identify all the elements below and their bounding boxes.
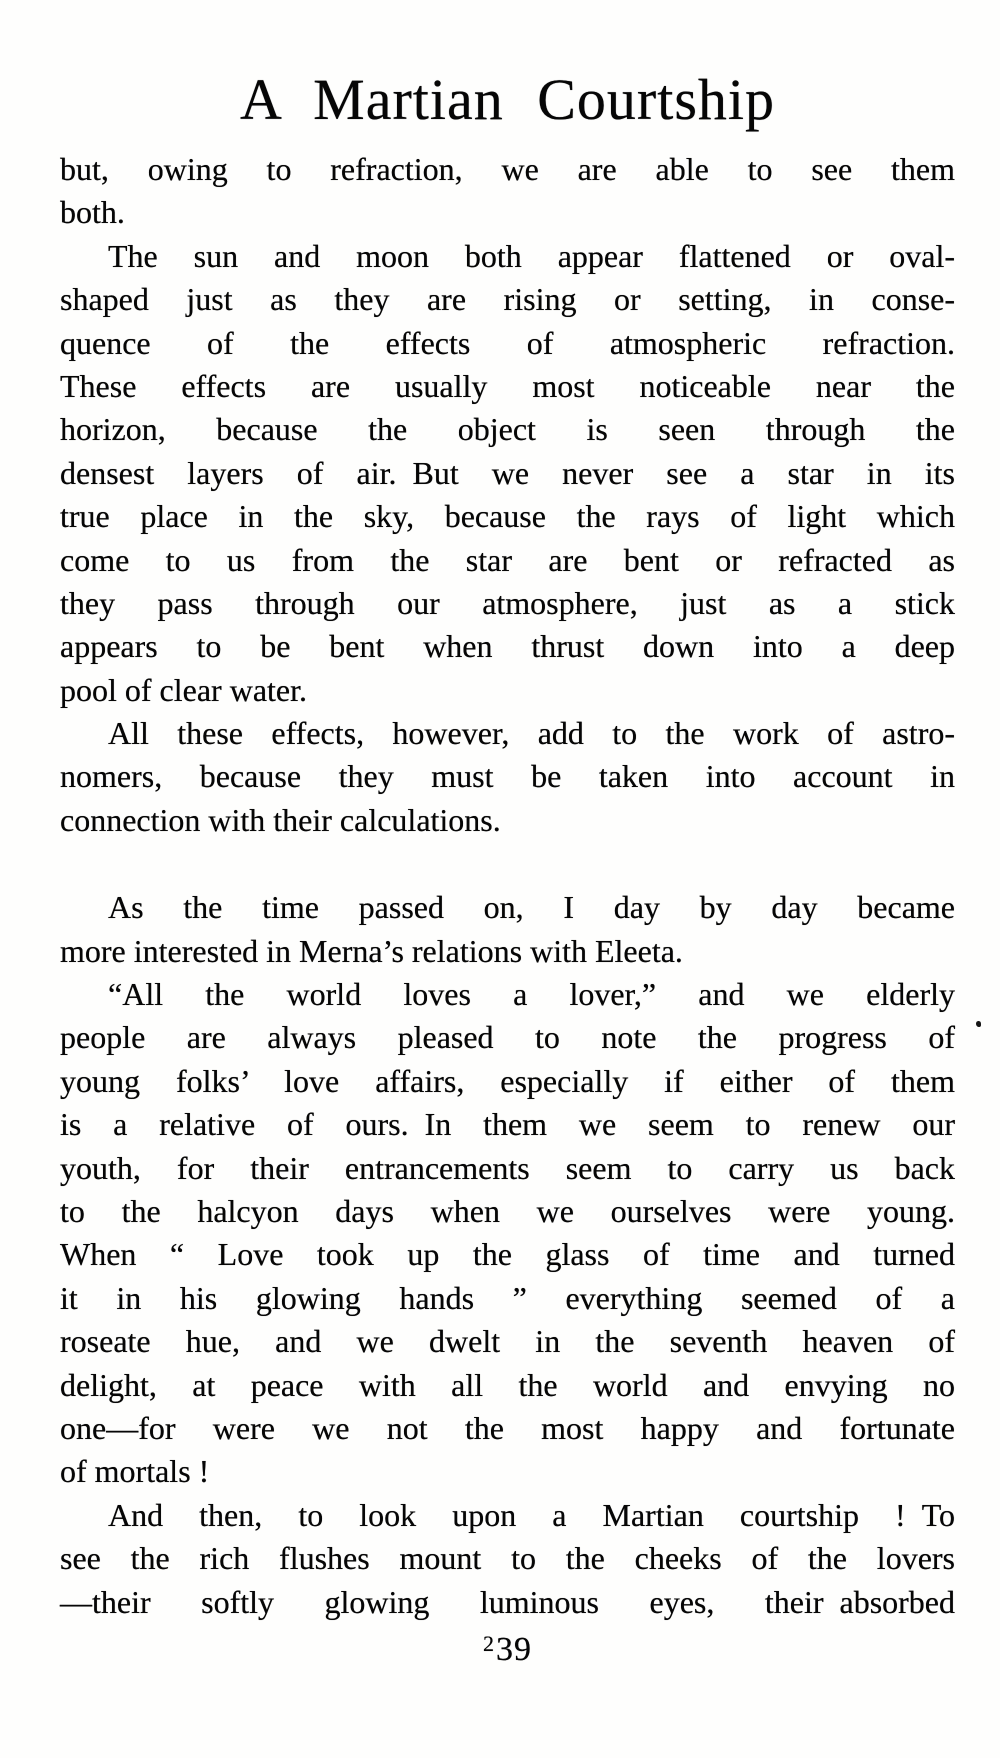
body-text [60, 148, 955, 1624]
text-line: As the time passed on, I day by day became [108, 889, 955, 926]
text-line: —their softly glowing luminous eyes, their absorbed [60, 1583, 955, 1620]
text-line: it in his glowing hands ” everything seemed of a [60, 1279, 955, 1316]
text-line: one—for were we not the most happy and fortunate [60, 1409, 955, 1446]
text-line: youth, for their entrancements seem to carry us back [60, 1149, 955, 1186]
text-line: When “ Love took up the glass of time and turned [60, 1236, 955, 1273]
text-line: connection with their calculations. [60, 801, 501, 838]
ink-speck [976, 1021, 981, 1027]
text-line: see the rich flushes mount to the cheeks of the lovers [60, 1540, 955, 1577]
text-line: true place in the sky, because the rays of light which [60, 498, 955, 535]
page-number-main: 39 [496, 1631, 532, 1668]
text-line: densest layers of air. But we never see a star in its [60, 454, 955, 491]
text-line: pool of clear water. [60, 671, 307, 708]
page-number-superscript: 2 [483, 1631, 496, 1656]
text-line: young folks’ love affairs, especially if either of them [60, 1062, 955, 1099]
text-line: of mortals ! [60, 1453, 210, 1490]
text-line: appears to be bent when thrust down into a deep [60, 628, 955, 665]
text-line: horizon, because the object is seen through the [60, 411, 955, 448]
text-line: nomers, because they must be taken into account in [60, 758, 955, 795]
text-line: All these effects, however, add to the work of astro- [108, 715, 955, 752]
text-line: more interested in Merna’s relations with Eleeta. [60, 932, 683, 969]
text-line: but, owing to refraction, we are able to see them [60, 151, 955, 187]
text-line: The sun and moon both appear flattened or oval- [108, 237, 955, 274]
text-line: both. [60, 194, 125, 231]
text-line: delight, at peace with all the world and envying no [60, 1366, 955, 1403]
text-line: is a relative of ours. In them we seem to renew our [60, 1106, 955, 1143]
text-line: come to us from the star are bent or refracted as [60, 541, 955, 578]
text-line: shaped just as they are rising or setting, in conse- [60, 281, 955, 318]
text-line: to the halcyon days when we ourselves were young. [60, 1192, 955, 1229]
page-number [60, 1624, 955, 1676]
text-line: And then, to look upon a Martian courtship ! To [108, 1496, 955, 1533]
text-line: people are always pleased to note the progress of [60, 1019, 955, 1056]
page-title: A Martian Courtship [239, 67, 776, 132]
text-line: they pass through our atmosphere, just as a stick [60, 584, 955, 621]
text-line: roseate hue, and we dwelt in the seventh heaven of [60, 1323, 955, 1360]
section-break [60, 842, 955, 886]
text-line: “All the world loves a lover,” and we elderly [108, 976, 955, 1013]
text-line: These effects are usually most noticeable near the [60, 367, 955, 404]
text-line: quence of the effects of atmospheric refraction. [60, 324, 955, 361]
